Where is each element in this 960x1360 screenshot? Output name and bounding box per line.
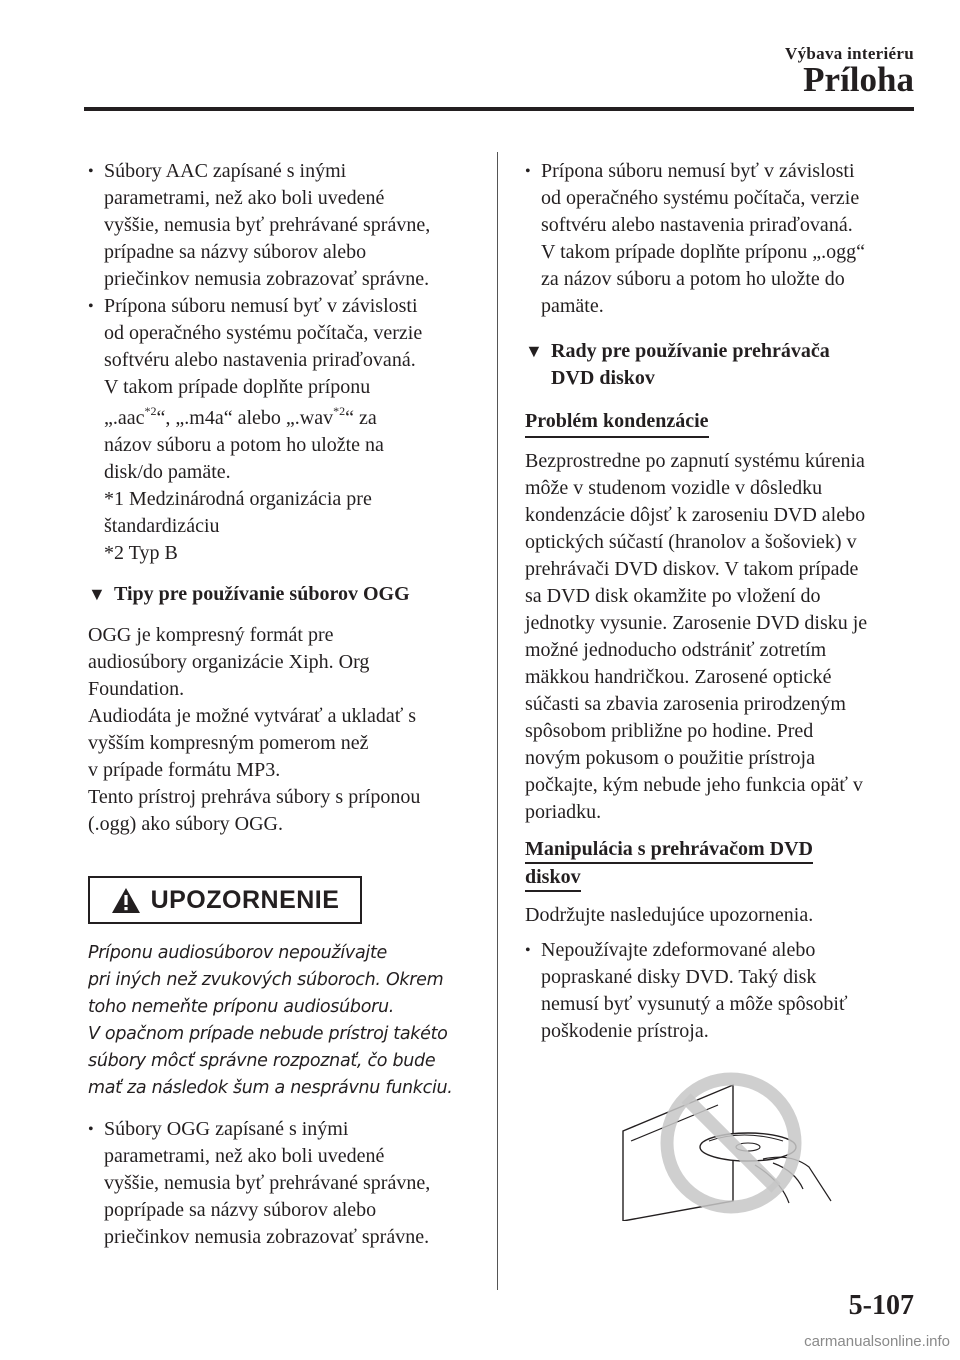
text-line: priečinkov nemusia zobrazovať správne. <box>104 1226 430 1248</box>
bullet-dot: • <box>88 1121 94 1138</box>
heading-text: Rady pre používanie prehrávača <box>551 340 830 362</box>
text-line: pri iných než zvukových súboroch. Okrem <box>88 970 444 990</box>
text-line: názov súboru a potom ho uložte na <box>104 434 384 456</box>
text-line: možné jednoducho odstrániť zotretím <box>525 639 827 661</box>
text-line: priečinkov nemusia zobrazovať správne. <box>104 268 430 290</box>
text-line: mäkkou handričkou. Zarosené optické <box>525 666 832 688</box>
text-line: môže v studenom vozidle v dôsledku <box>525 477 823 499</box>
ogg-section-heading <box>88 581 480 608</box>
text-line: novým pokusom o použitie prístroja <box>525 747 815 769</box>
footnote: *2 Typ B <box>104 542 178 564</box>
footnote: štandardizáciu <box>104 515 220 537</box>
watermark: carmanualsonline.info <box>804 1333 950 1350</box>
subheading-line: Manipulácia s prehrávačom DVD <box>525 837 813 864</box>
text-line: Súbory OGG zapísané s inými <box>104 1118 349 1140</box>
text-line: Tento prístroj prehráva súbory s príponou <box>88 786 421 808</box>
ext-m4a-wav: “, „.m4a“ alebo „.wav <box>156 407 334 429</box>
text-line: Bezprostredne po zapnutí systému kúrenia <box>525 450 865 472</box>
text-line: počkajte, kým nebude jeho funkcia opäť v <box>525 774 863 796</box>
handling-subheading <box>525 836 925 892</box>
text-line: súčasti sa zbavia zarosenia prirodzeným <box>525 693 846 715</box>
text-line: parametrami, než ako boli uvedené <box>104 1145 385 1167</box>
text-line: softvéru alebo nastavenia priraďovaná. <box>541 214 853 236</box>
text-line: toho nemeňte príponu audiosúboru. <box>88 997 395 1017</box>
text-line: softvéru alebo nastavenia priraďovaná. <box>104 349 416 371</box>
extension-line <box>104 405 480 432</box>
text-line: popraskané disky DVD. Taký disk <box>541 966 817 988</box>
bullet-ogg-files <box>88 1116 480 1251</box>
text-line: Nepoužívajte zdeformované alebo <box>541 939 816 961</box>
text-line: optických súčastí (hranolov a šošoviek) v <box>525 531 857 553</box>
dvd-section-heading <box>525 338 925 392</box>
bullet-deformed-discs <box>525 937 925 1045</box>
text-line: poprípade sa názvy súborov alebo <box>104 1199 377 1221</box>
bullet-dot: • <box>88 298 94 315</box>
ogg-paragraph <box>88 622 480 838</box>
text-line: vyšším kompresným pomerom než <box>88 732 369 754</box>
text-line: prehrávači DVD diskov. V takom prípade <box>525 558 859 580</box>
text-line: od operačného systému počítača, verzie <box>541 187 860 209</box>
bullet-dot: • <box>525 942 531 959</box>
text-line: V opačnom prípade nebude prístroj takéto <box>88 1024 448 1044</box>
text-line: mať za následok šum a nesprávnu funkciu. <box>88 1078 453 1098</box>
text-line: poškodenie prístroja. <box>541 1020 709 1042</box>
bullet-dot: • <box>525 163 531 180</box>
condensation-paragraph <box>525 448 925 826</box>
ext-suffix: “ za <box>345 407 377 429</box>
text-line: sa DVD disk okamžite po vložení do <box>525 585 821 607</box>
handling-intro: Dodržujte nasledujúce upozornenia. <box>525 904 814 926</box>
bullet-extension-ogg <box>525 158 925 320</box>
text-line: OGG je kompresný formát pre <box>88 624 334 646</box>
bullet-aac-files <box>88 158 480 293</box>
bullet-dot: • <box>88 163 94 180</box>
text-line: Prípona súboru nemusí byť v závislosti <box>104 295 418 317</box>
text-line: prípadne sa názvy súborov alebo <box>104 241 367 263</box>
text-line: (.ogg) ako súbory OGG. <box>88 813 283 835</box>
text-line: kondenzácie dôjsť k zaroseniu DVD alebo <box>525 504 866 526</box>
text-line: spôsobom približne po hodine. Pred <box>525 720 814 742</box>
header-rule <box>84 107 914 111</box>
condensation-subheading: Problém kondenzácie <box>525 408 709 438</box>
text-line: Súbory AAC zapísané s inými <box>104 160 347 182</box>
warning-text <box>88 940 480 1102</box>
footnote: *1 Medzinárodná organizácia pre <box>104 488 372 510</box>
text-line: disk/do pamäte. <box>104 461 231 483</box>
text-line: nemusí byť vysunutý a môže spôsobiť <box>541 993 848 1015</box>
left-column <box>88 158 480 1251</box>
warning-triangle-icon <box>111 887 141 914</box>
text-line: pamäte. <box>541 295 604 317</box>
footnote-ref: *2 <box>144 404 157 418</box>
warning-label: UPOZORNENIE <box>150 885 340 914</box>
text-line: vyššie, nemusia byť prehrávané správne, <box>104 214 431 236</box>
bullet-extension-aac <box>88 293 480 567</box>
text-line: Foundation. <box>88 678 185 700</box>
right-column <box>525 158 925 1229</box>
header-section-label: Výbava interiéru <box>785 44 914 63</box>
heading-text: DVD diskov <box>551 367 655 389</box>
deformed-disc-illustration <box>613 1071 925 1229</box>
page-title: Príloha <box>803 60 914 99</box>
heading-text: Tipy pre používanie súborov OGG <box>114 583 410 605</box>
footnote-ref: *2 <box>333 404 346 418</box>
text-line: Audiodáta je možné vytvárať a ukladať s <box>88 705 417 727</box>
text-line: V takom prípade doplňte príponu <box>104 376 371 398</box>
column-divider <box>497 152 498 1290</box>
ext-aac: „.aac <box>104 407 145 429</box>
text-line: jednotky vysunie. Zarosenie DVD disku je <box>525 612 868 634</box>
warning-box <box>88 876 362 924</box>
text-line: V takom prípade doplňte príponu „.ogg“ <box>541 241 866 263</box>
text-line: vyššie, nemusia byť prehrávané správne, <box>104 1172 431 1194</box>
page-number: 5-107 <box>848 1290 914 1321</box>
text-line: v prípade formátu MP3. <box>88 759 281 781</box>
prohibited-disc-icon <box>613 1071 843 1221</box>
subheading-line: diskov <box>525 865 581 892</box>
triangle-down-icon: ▼ <box>88 584 106 604</box>
text-line: za názov súboru a potom ho uložte do <box>541 268 845 290</box>
text-line: Príponu audiosúborov nepoužívajte <box>88 943 387 963</box>
text-line: súbory môcť správne rozpoznať, čo bude <box>88 1051 436 1071</box>
text-line: poriadku. <box>525 801 602 823</box>
text-line: od operačného systému počítača, verzie <box>104 322 423 344</box>
text-line: audiosúbory organizácie Xiph. Org <box>88 651 370 673</box>
triangle-down-icon: ▼ <box>525 341 543 361</box>
text-line: Prípona súboru nemusí byť v závislosti <box>541 160 855 182</box>
text-line: parametrami, než ako boli uvedené <box>104 187 385 209</box>
